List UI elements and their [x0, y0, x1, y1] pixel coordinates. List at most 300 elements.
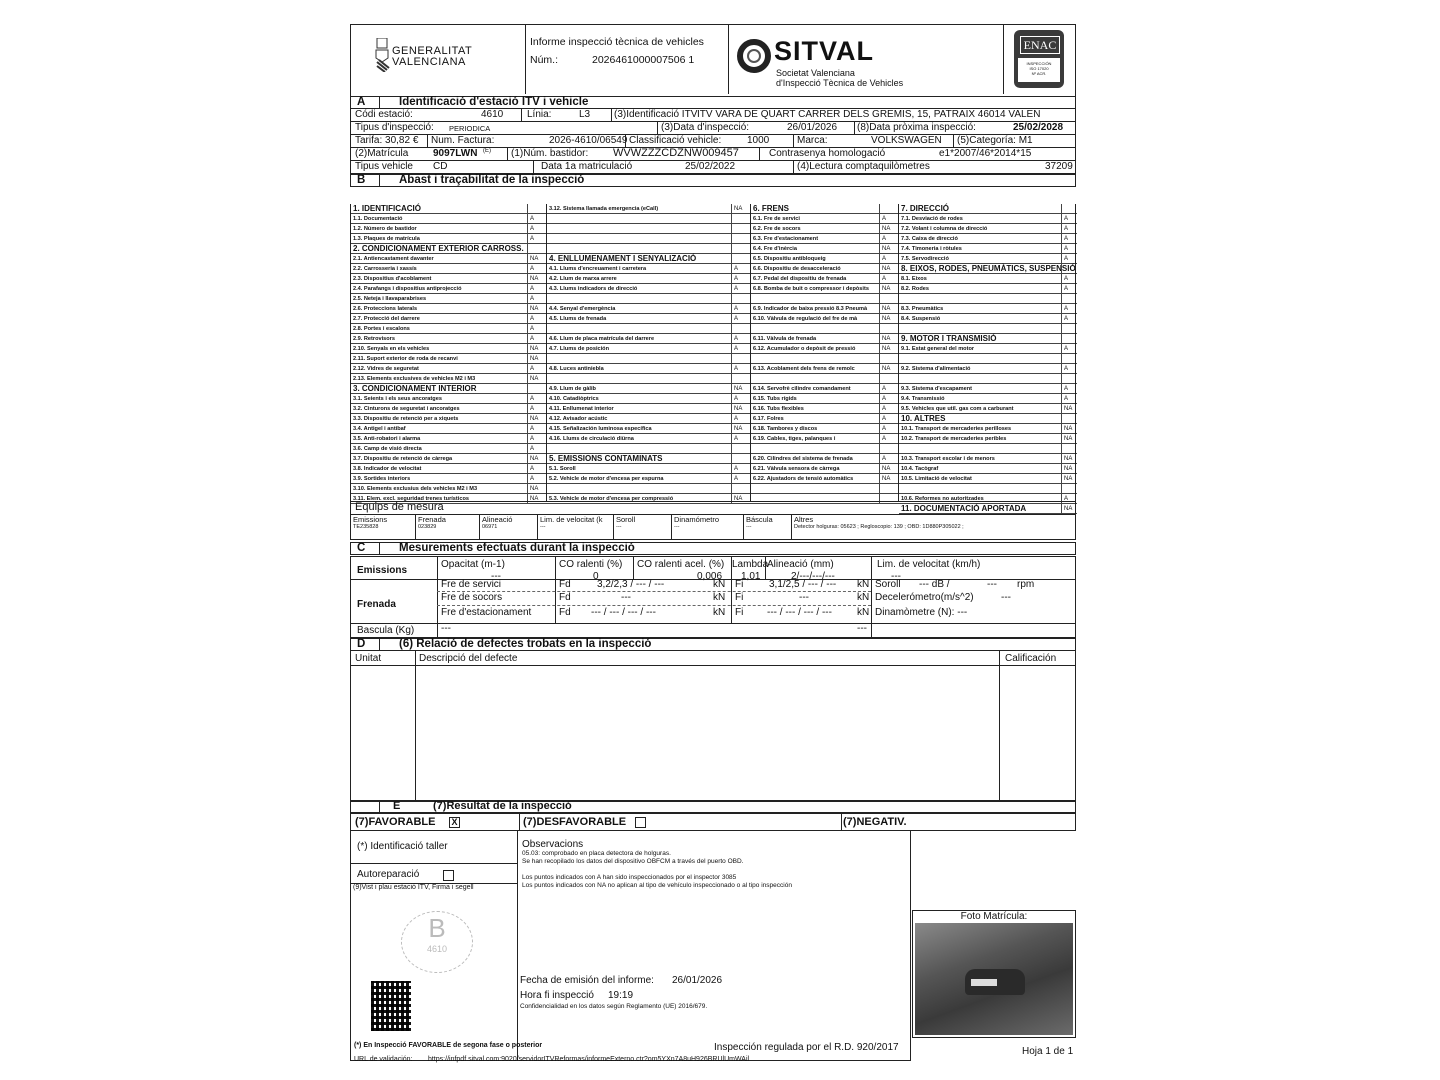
scope-item: 7.5. Servodirecció A	[899, 254, 1077, 264]
scope-item-status: A	[527, 444, 534, 454]
scope-item: 6.18. Tambores y discos A	[751, 424, 899, 434]
scope-item-status: A	[527, 214, 534, 224]
regulation-text: Inspección regulada por el R.D. 920/2017	[714, 1042, 899, 1053]
scope-item-status: NA	[1061, 434, 1072, 444]
scope-item: 6.1. Fre de servici A	[751, 214, 899, 224]
scope-item-status	[1061, 414, 1064, 424]
scope-item: 4.7. Llums de posición A	[547, 344, 751, 354]
scope-item	[751, 444, 899, 454]
scope-item: 2.12. Vidres de seguretat A	[351, 364, 547, 374]
scope-item-status	[731, 484, 734, 494]
scope-item: 3.2. Cinturons de seguretat i ancoratges A	[351, 404, 547, 414]
scope-item: 2.1. Antiencastament davanter NA	[351, 254, 547, 264]
scope-item: 6.16. Tubs flexibles A	[751, 404, 899, 414]
scope-item: 4. ENLLUMENAMENT I SENYALIZACIÓ	[547, 254, 751, 264]
scope-item-status: NA	[1061, 404, 1072, 414]
scope-item-status: A	[527, 434, 534, 444]
scope-item: 5.1. Soroll A	[547, 464, 751, 474]
scope-item-status	[879, 484, 882, 494]
scope-item	[547, 324, 751, 334]
scope-item-status	[731, 294, 734, 304]
scope-item: 7. DIRECCIÓ	[899, 204, 1077, 214]
scope-item: 7.2. Volant i columna de direcció A	[899, 224, 1077, 234]
scope-item-status	[731, 354, 734, 364]
vehicle-classification: 1000	[747, 135, 770, 146]
generalitat-shield-icon	[374, 38, 390, 72]
sitval-logo-icon	[736, 38, 772, 74]
itv-station-id: ITV VARA DE QUART CARRER DELS GREMIS, 15, PATRAIX 46014 VALEN	[697, 109, 1041, 120]
section-c-header: C Mesurements efectuats durant la inspecció	[350, 542, 1076, 555]
scope-item-status	[879, 294, 882, 304]
scope-item: 2.8. Portes i escalons A	[351, 324, 547, 334]
section-d-header: D (6) Relació de defectes trobats en la inspecció	[350, 638, 1076, 651]
favorable-label: (7)FAVORABLE	[355, 816, 436, 828]
scope-item-status	[527, 244, 530, 254]
scope-item-status: A	[527, 294, 534, 304]
scope-item-status: A	[527, 234, 534, 244]
favorable-checkbox[interactable]: X	[449, 817, 460, 828]
scope-item-status: NA	[731, 204, 742, 214]
scope-item	[547, 484, 751, 494]
scope-item: 7.1. Desviació de rodes A	[899, 214, 1077, 224]
scope-item: 7.4. Timoneria i ròtules A	[899, 244, 1077, 254]
scope-item-status: A	[527, 464, 534, 474]
scope-item-status: A	[527, 324, 534, 334]
scope-item-status	[879, 204, 882, 214]
scope-item-status: NA	[1061, 504, 1072, 514]
unfavorable-checkbox[interactable]	[635, 817, 646, 828]
scope-item-status: NA	[1061, 474, 1072, 484]
scope-item: 2.5. Neteja i llavaparabrises A	[351, 294, 547, 304]
scope-item: 11. DOCUMENTACIÓ APORTADA NA	[899, 504, 1077, 514]
scope-item: 5. EMISSIONS CONTAMINATS	[547, 454, 751, 464]
scope-item-status: NA	[527, 254, 538, 264]
scope-item: 1.3. Plaques de matrícula A	[351, 234, 547, 244]
scope-item-status	[731, 454, 734, 464]
scope-item: 9.3. Sistema d'escapament A	[899, 384, 1077, 394]
scope-item: 6.12. Acumulador o depòsit de pressió NA	[751, 344, 899, 354]
parking-brake-fi: --- / --- / --- / ---	[767, 607, 832, 618]
scope-item-status: NA	[879, 364, 890, 374]
scope-item: 2. CONDICIONAMENT EXTERIOR CARROSS.	[351, 244, 547, 254]
scope-item	[547, 354, 751, 364]
scope-item: 6.5. Dispositiu antibloqueig A	[751, 254, 899, 264]
scope-item-status: A	[731, 474, 738, 484]
scope-item: 3.6. Camp de visió directa A	[351, 444, 547, 454]
scope-item-status	[1061, 374, 1064, 384]
scope-item-status: A	[527, 404, 534, 414]
section-a-title: Identificació d'estació ITV i vehicle	[399, 96, 589, 108]
scope-item-status: A	[879, 404, 886, 414]
row-vehicle-type: Tipus vehicle CD Data 1a matriculació 25/02/2022 (4)Lectura comptaquilòmetres 37209	[350, 161, 1076, 174]
generalitat-logo: GENERALITAT VALENCIANA	[392, 45, 473, 68]
report-title-cell	[525, 24, 729, 94]
next-inspection-date: 25/02/2028	[1013, 122, 1064, 133]
scope-item: 10.3. Transport escolar i de menors NA	[899, 454, 1077, 464]
scope-item-status: NA	[527, 484, 538, 494]
scope-item-status	[1061, 264, 1064, 274]
invoice-number: 2026-4610/06549	[549, 135, 628, 146]
scope-item	[899, 444, 1077, 454]
noise-rpm: ---	[987, 579, 997, 590]
station-code: 4610	[481, 109, 504, 120]
scope-item-status: A	[1061, 234, 1068, 244]
service-brake-fi: 3,1/2,5 / --- / ---	[769, 579, 837, 590]
self-repair-checkbox[interactable]	[443, 870, 454, 881]
scope-item-status: NA	[879, 244, 890, 254]
scope-item: 3.4. Antigel i antibaf A	[351, 424, 547, 434]
equipment-item: Altres Detector holguras: 05623 ; Regloscopio: 139 ; OBD: 1D880P305022 ;	[791, 515, 964, 539]
scope-item-status: A	[731, 394, 738, 404]
scope-item-status: A	[731, 274, 738, 284]
result-row	[350, 813, 1076, 831]
scope-column	[350, 204, 547, 501]
scope-item: 4.4. Senyal d'emergència A	[547, 304, 751, 314]
scope-item-status	[527, 204, 530, 214]
row-station: Códi estació: 4610 Línia: L3 (3)Identificació ITV ITV VARA DE QUART CARRER DELS GREMIS, 15, PATRAIX 46014 VALEN	[350, 109, 1076, 122]
scope-item: 10.1. Transport de mercaderies perilloses NA	[899, 424, 1077, 434]
scope-item: 10.5. Limitació de velocitat NA	[899, 474, 1077, 484]
scope-item: 3.12. Sistema llamada emergencia (eCall) NA	[547, 204, 751, 214]
equipment-item: Lim. de velocitat (k ---	[537, 515, 603, 539]
scope-item-status	[1061, 354, 1064, 364]
scope-item-status	[879, 444, 882, 454]
observations-title: Observacions	[522, 839, 584, 850]
scope-item-status	[731, 224, 734, 234]
scope-item: 6.10. Vàlvula de regulació del fre de mà NA	[751, 314, 899, 324]
scope-item	[899, 294, 1077, 304]
scope-item: 3.8. Indicador de velocitat A	[351, 464, 547, 474]
scope-item-status: A	[527, 264, 534, 274]
equipment-item: Dinamómetro ---	[671, 515, 719, 539]
scope-item: 2.2. Carrosseria i xassís A	[351, 264, 547, 274]
scope-item	[899, 484, 1077, 494]
scope-item-status: A	[879, 384, 886, 394]
scope-item: 6.17. Folres A	[751, 414, 899, 424]
plate-photo-panel	[912, 910, 1076, 1038]
scope-item: 4.15. Señalización luminosa específica NA	[547, 424, 751, 434]
scope-item	[751, 324, 899, 334]
scope-item-status: A	[731, 304, 738, 314]
equipment-header: Equips de mesura	[350, 501, 1076, 514]
scope-item	[547, 214, 751, 224]
scope-item-status: NA	[1061, 454, 1072, 464]
scope-item-status: A	[731, 344, 738, 354]
scope-item-status: A	[879, 274, 886, 284]
scope-item	[547, 234, 751, 244]
observations-text: 05.03: comprobado en placa detectora de holguras. Se han recopilado los datos del dispositivo OBFCM a través del puerto OBD. Los puntos indicados con A han sido inspeccionados por el inspector 3085 Los puntos indicados con NA no aplican al tipo de vehículo inspeccionado o al tipo inspección	[522, 850, 792, 889]
report-number-label: Núm.:	[530, 54, 559, 66]
scope-item-status: A	[1061, 364, 1068, 374]
scope-item-status: A	[1061, 384, 1068, 394]
scope-item: 4.9. Llum de gàlib NA	[547, 384, 751, 394]
scope-item: 4.1. Llums d'encreuament i carretera A	[547, 264, 751, 274]
scope-item: 5.3. Vehicle de motor d'encesa per compressió NA	[547, 494, 751, 504]
scope-item: 9.2. Sistema d'alimentació A	[899, 364, 1077, 374]
scope-item-status: A	[1061, 394, 1068, 404]
scope-item: 6.2. Fre de socors NA	[751, 224, 899, 234]
scope-item: 10.6. Reformes no autoritzades A	[899, 494, 1077, 504]
scope-item-status: A	[731, 284, 738, 294]
scope-item: 3. CONDICIONAMENT INTERIOR	[351, 384, 547, 394]
scope-item-status	[731, 234, 734, 244]
scope-item-status	[1061, 324, 1064, 334]
scope-item-status	[731, 324, 734, 334]
scope-item-status: A	[1061, 284, 1068, 294]
unfavorable-label: (7)DESFAVORABLE	[523, 816, 627, 828]
scope-item-status: A	[1061, 244, 1068, 254]
scope-item-status: NA	[731, 494, 742, 504]
inspection-date: 26/01/2026	[787, 122, 838, 133]
scope-item: 2.9. Retrovisors A	[351, 334, 547, 344]
photo-label: Foto Matrícula:	[960, 911, 1028, 922]
scope-item	[751, 294, 899, 304]
section-a-header: A Identificació d'estació ITV i vehicle	[350, 96, 1076, 109]
scope-item-status: A	[1061, 344, 1068, 354]
noise-db: --- dB /	[919, 579, 950, 590]
scope-item-status: A	[731, 464, 738, 474]
scope-item: 2.13. Elements exclusives de vehicles M2 i M3 NA	[351, 374, 547, 384]
scope-column	[898, 204, 1077, 513]
scope-item-status	[879, 374, 882, 384]
section-b-title: Abast i traçabilitat de la inspecció	[399, 174, 585, 186]
scope-item-status: A	[527, 314, 534, 324]
scope-item: 6.6. Dispositiu de desacceleració NA	[751, 264, 899, 274]
scope-item-status: NA	[731, 404, 742, 414]
issue-date: 26/01/2026	[672, 975, 723, 986]
equipment-item: Soroll ---	[613, 515, 635, 539]
scope-item-status: A	[731, 314, 738, 324]
end-time: 19:19	[608, 990, 634, 1001]
emergency-brake-fd: ---	[621, 592, 631, 603]
scope-item-status: NA	[879, 264, 890, 274]
scope-item-status: A	[731, 434, 738, 444]
scope-item-status: A	[527, 474, 534, 484]
sitval-subtitle: Societat Valenciana d'Inspecció Tècnica de Vehicles	[776, 68, 904, 88]
scope-item: 7.3. Caixa de direcció A	[899, 234, 1077, 244]
scope-item: 3.5. Anti-robatori i alarma A	[351, 434, 547, 444]
scope-item: 6.14. Servofrè cilindre comandament A	[751, 384, 899, 394]
row-plate: (2)Matrícula 9097LWN (E) (1)Núm. bastidor: WVWZZZCDZNW009457 Contrasenya homologació e1*2007/46*2014*15	[350, 148, 1076, 161]
scope-column	[750, 204, 899, 501]
service-brake-fd: 3,2/2,3 / --- / ---	[597, 579, 665, 590]
inspection-report: GENERALITAT VALENCIANA Informe inspecció tècnica de vehicles Núm.: 2026461000007506 1 SITVAL Societat Valenciana d'Inspecció Tècnica de Vehicles ENAC INSPECCIÓN ISO 17020 Nº ACR. A Identificació d'estació ITV i vehicle Códi estació: 4610 Línia: L3 (3)Identificació ITV ITV VARA DE QUART CARRER DELS GREMIS, 15, PATRAIX 46014 VALEN Tipus d'inspecció: PERIODICA (3)Data d'inspecció: 26/01/2026 (8)Data pròxima inspecció: 25/02/2028 Tarifa: 30,82 € Num. Factura: 2026-4610/06549 Classificació vehicle: 1000 Marca: VOLKSWAGEN (5)Categoría: M1 (2)Matrícula 9097LWN (E) (1)Núm. bastidor: WVWZZZCDZNW009457 Contrasenya homologació e1*2007/46*2014*15 Tipus vehicle CD Data 1a matriculació 25/02/2022 (4)Lectura comptaquilòmetres 37209 B Abast i traçabilitat de la inspecció 1. IDENTIFICACIÓ 1.1. Documentació A 1.2. Número de bastidor A 1.3. Plaques de matrícula A 2. CONDICIONAMENT EXTERIOR CARROSS. 2.1. Antiencastament davanter NA 2.2. Carrosseria i xassís A 2.3. Dispositius d'acoblament NA 2.4. Parafangs i dispositius antiprojecció A 2.5. Neteja i llavaparabrises A 2.6. Proteccions laterals NA 2.7. Protecció del darrere A 2.8. Portes i escalons A 2.9. Retrovisors A 2.10. Senyals en els vehicles NA 2.11. Suport exterior de roda de recanvi NA 2.12. Vidres de seguretat A 2.13. Elements exclusives de vehicles M2 i M3 NA 3. CONDICIONAMENT INTERIOR 3.1. Seients i els seus ancoratges A 3.2. Cinturons de seguretat i ancoratges A 3.3. Dispositiu de retenció per a xiquets NA 3.4. Antigel i antibaf A 3.5. Anti-robatori i alarma A 3.6. Camp de visió directa A 3.7. Dispositiu de retenció de càrrega NA 3.8. Indicador de velocitat A 3.9. Sortides interiors A 3.10. Elements exclusius dels vehicles M2 i M3 NA 3.11. Elem. excl. seguridad trenes turísticos NA 3.12. Sistema llamada emergencia (eCall) NA 4. ENLLUMENAMENT I SENYALIZACIÓ 4.1. Llums d'encreuament i carretera A 4.2. Llum de marxa arrere A 4.3. Llums indicadors de direcció A 4.4. Senyal d'emergència A 4.5. Llums de frenada A 4.6. Llum de placa matrícula del darrere A 4.7. Llums de posición A 4.8. Luces antiniebla A 4.9. Llum de gàlib NA 4.10. Catadiòptrics A 4.11. Enllumenat interior NA 4.12. Avisador acústic A 4.15. Señalización luminosa específica NA 4.16. Llums de circulació diürna A 5. EMISSIONS CONTAMINATS 5.1. Soroll A 5.2. Vehicle de motor d'encesa per espurna A 5.3. Vehicle de motor d'encesa per compressió NA 6. FRENS 6.1. Fre de servici A 6.2. Fre de socors NA 6.3. Fre d'estacionament A 6.4. Fre d'inèrcia NA 6.5. Dispositiu antibloqueig A 6.6. Dispositiu de desacceleració NA 6.7. Pedal del dispositiu de frenada A 6.8. Bomba de buit o compressor i depòsits NA 6.9. Indicador de baixa pressió 8.3 Pneumà NA 6.10. Vàlvula de regulació del fre de mà NA 6.11. Vàlvula de frenada NA 6.12. Acumulador o depòsit de pressió NA 6.13. Acoblament dels frens de remolc NA 6.14. Servofrè cilindre comandament A 6.15. Tubs rígids A 6.16. Tubs flexibles A 6.17. Folres A 6.18. Tambores y discos A 6.19. Cables, tiges, palanques i A 6.20. Cilindres del sistema de frenada A 6.21. Vàlvula sensora de càrrega NA 6.22. Ajustadors de tensió automàtics NA 7. DIRECCIÓ 7.1. Desviació de rodes A 7.2. Volant i columna de direcció A 7.3. Caixa de direcció A 7.4. Timoneria i ròtules A 7.5. Servodirecció A 8. EIXOS, RODES, PNEUMÀTICS, SUSPENSIÓ 8.1. Eixos A 8.2. Rodes A 8.3. Pneumàtics A 8.4. Suspensió A 9. MOTOR I TRANSMISIÓ 9.1. Estat general del motor A 9.2. Sistema d'alimentació A 9.3. Sistema d'escapament A 9.4. Transmissió A 9.5. Vehicles que util. gas com a carburant NA 10. ALTRES 10.1. Transport de mercaderies perilloses NA 10.2. Transport de mercaderies peribles NA 10.3. Transport escolar i de menors NA 10.4. Tacògraf NA 10.5. Limitació de velocitat NA 10.6. Reformes no autoritzades A 11. DOCUMENTACIÓ APORTADA NA Equips de mesura Emissions TE235828 Frenada 023829 Alineació 06971 Lim. de velocitat (k --- Soroll --- Dinamómetro --- Báscula --- Altres Detector holguras: 05623 ; Regloscopio: 139 ; OBD: 1D880P305022 ; C Mesurements efectuats durant la inspecció Emissions Opacitat (m-1) --- CO ralenti (%) 0 CO ralenti acel. (%) 0,006 Lambda 1,01 Alineació (mm) 2/---/---/--- Lim. de velocitat (km/h) --- Frenada Fre de servici Fre de socors Fre d'estacionament Fd Fd Fd 3,2/2,3 / --- / --- --- --- / --- / --- / --- kN kN kN Fi Fi Fi 3,1/2,5 / --- / --- --- --- / --- / --- / --- kN kN kN Soroll --- dB / --- rpm Decelerómetro(m/s^2) --- Dinamòmetre (N): --- Bascula (Kg) --- --- D (6) Relació de defectes trobats en la inspecció Unitat Descripció del defecte Calificación E (7)Resultat de la inspecció (7)FAVORABLE X (7)DESFAVORABLE (7)NEGATIV. (*) Identificació taller Autoreparació (9)Vist i plau estació ITV, Firma i segell B 4610 Observacions 05.03: comprobado en placa detectora de holguras. Se han recopilado los datos del dispositivo OBFCM a través del puerto OBD. Los puntos indicados con A han sido inspeccionados por el inspector 3085 Los puntos indicados con NA no aplican al tipo de vehículo inspeccionado o al tipo inspección Fecha de emisión del informe: 26/01/2026 Hora fi inspecció 19:19 Confidencialidad en los datos según Reglamento (UE) 2016/679. Foto Matrícula: (*) En Inspecció FAVORABLE de segona fase o posterior Inspección regulada por el R.D. 920/2017 Hoja 1 de 1 URL de validación: https://infpdf.sitval.com:9020/servidorITVReformas/informeExterno.ctr?om5YXn7A8uH926BRUlUmWAil	[350, 24, 1076, 1064]
odometer-reading: 37209	[1045, 161, 1073, 172]
scope-item: 3.11. Elem. excl. seguridad trenes turísticos NA	[351, 494, 547, 504]
scope-item-status: A	[1061, 314, 1068, 324]
braking-label: Frenada	[357, 599, 396, 610]
scope-item: 2.4. Parafangs i dispositius antiprojecció A	[351, 284, 547, 294]
scope-item-status: A	[879, 454, 886, 464]
plate-photo	[915, 923, 1073, 1035]
scope-item-status	[879, 324, 882, 334]
section-e-header: E (7)Resultat de la inspecció	[350, 801, 1076, 813]
scope-item-status: NA	[527, 414, 538, 424]
scope-item-status	[1061, 334, 1064, 344]
report-number: 2026461000007506 1	[592, 54, 695, 66]
inspection-scope-grid	[350, 204, 1076, 512]
scope-item-status: A	[731, 264, 738, 274]
homologation-code: e1*2007/46*2014*15	[939, 148, 1032, 159]
scope-item-status	[1061, 204, 1064, 214]
scope-item-status: A	[1061, 274, 1068, 284]
vin-number: WVWZZZCDZNW009457	[613, 147, 739, 159]
scope-item: 8.1. Eixos A	[899, 274, 1077, 284]
section-d-title: (6) Relació de defectes trobats en la inspecció	[399, 638, 652, 650]
co-accel-value: 0,006	[697, 571, 723, 582]
station-stamp: B 4610	[401, 911, 473, 973]
scope-item: 1. IDENTIFICACIÓ	[351, 204, 547, 214]
scope-item-status: NA	[879, 344, 890, 354]
alignment-value: 2/---/---/---	[791, 571, 835, 582]
opacity-value: ---	[491, 571, 501, 582]
line-code: L3	[579, 109, 591, 120]
scope-item: 3.3. Dispositiu de retenció per a xiquets NA	[351, 414, 547, 424]
scope-item-status	[1061, 444, 1064, 454]
scope-item-status: A	[527, 364, 534, 374]
scope-item	[899, 354, 1077, 364]
scope-item-status: A	[527, 334, 534, 344]
scope-item-status: NA	[879, 314, 890, 324]
scope-item: 4.8. Luces antiniebla A	[547, 364, 751, 374]
scope-item-status: NA	[879, 284, 890, 294]
scope-item-status: A	[1061, 304, 1068, 314]
scope-item-status: A	[731, 364, 738, 374]
scope-item-status: NA	[1061, 464, 1072, 474]
scope-item: 3.1. Seients i els seus ancoratges A	[351, 394, 547, 404]
scope-item	[547, 224, 751, 234]
scope-item-status: A	[527, 224, 534, 234]
scope-item: 6.13. Acoblament dels frens de remolc NA	[751, 364, 899, 374]
scope-item: 4.2. Llum de marxa arrere A	[547, 274, 751, 284]
equipment-item: Frenada 023829	[415, 515, 446, 539]
equipment-item: Alineació 06971	[479, 515, 512, 539]
scope-item-status: NA	[879, 474, 890, 484]
scope-item-status	[731, 444, 734, 454]
row-fee: Tarifa: 30,82 € Num. Factura: 2026-4610/06549 Classificació vehicle: 1000 Marca: VOLKSWAGEN (5)Categoría: M1	[350, 135, 1076, 148]
scope-item	[751, 484, 899, 494]
fee: Tarifa: 30,82 €	[355, 135, 419, 146]
license-plate: 9097LWN	[433, 148, 478, 159]
scope-item-status	[731, 254, 734, 264]
emergency-brake-fi: ---	[799, 592, 809, 603]
scope-item	[547, 244, 751, 254]
scope-item: 4.10. Catadiòptrics A	[547, 394, 751, 404]
inspection-type: PERIODICA	[449, 124, 491, 133]
scope-item: 2.11. Suport exterior de roda de recanvi NA	[351, 354, 547, 364]
scope-item: 8. EIXOS, RODES, PNEUMÀTICS, SUSPENSIÓ	[901, 264, 1076, 273]
section-c-title: Mesurements efectuats durant la inspecció	[399, 542, 635, 554]
scope-item: 6.15. Tubs rígids A	[751, 394, 899, 404]
scope-item-status	[1061, 484, 1064, 494]
sitval-logo-text: SITVAL	[774, 36, 874, 66]
scope-item	[547, 444, 751, 454]
scope-item-status: NA	[527, 374, 538, 384]
scope-item-status: A	[731, 414, 738, 424]
scope-item-status: A	[731, 334, 738, 344]
scale-value: ---	[441, 623, 451, 634]
first-registration-date: 25/02/2022	[685, 161, 736, 172]
equipment-item: Emissions TE235828	[353, 515, 388, 530]
scope-item: 9.4. Transmissió A	[899, 394, 1077, 404]
decelerometer-value: ---	[1001, 592, 1011, 603]
scope-item: 2.6. Proteccions laterals NA	[351, 304, 547, 314]
scope-item	[899, 374, 1077, 384]
scope-item: 4.6. Llum de placa matrícula del darrere A	[547, 334, 751, 344]
parking-brake-fd: --- / --- / --- / ---	[591, 607, 656, 618]
scope-item-status: A	[879, 434, 886, 444]
observations-panel: Observacions 05.03: comprobado en placa detectora de holguras. Se han recopilado los datos del dispositivo OBFCM a través del puerto OBD. Los puntos indicados con A han sido inspeccionados por el inspector 3085 Los puntos indicados con NA no aplican al tipo de vehículo inspeccionado o al tipo inspección Fecha de emisión del informe: 26/01/2026 Hora fi inspecció 19:19 Confidencialidad en los datos según Reglamento (UE) 2016/679.	[518, 831, 911, 1061]
report-title: Informe inspecció tècnica de vehicles	[530, 36, 704, 48]
validation-url[interactable]: https://infpdf.sitval.com:9020/servidorITVReformas/informeExterno.ctr?om5YXn7A8uH926BRUlUmWAil	[428, 1056, 750, 1063]
scope-item: 5.2. Vehicle de motor d'encesa per espurna A	[547, 474, 751, 484]
scope-item: 6.22. Ajustadors de tensió automàtics NA	[751, 474, 899, 484]
privacy-notice: Confidencialidad en los datos según Reglamento (UE) 2016/679.	[520, 1003, 708, 1010]
scope-item-status: A	[879, 234, 886, 244]
scope-item-status: A	[1061, 254, 1068, 264]
vehicle-type: CD	[433, 161, 448, 172]
scope-item: 10. ALTRES	[899, 414, 1077, 424]
scope-item: 3.9. Sortides interiors A	[351, 474, 547, 484]
scope-item-status: NA	[527, 344, 538, 354]
scope-item: 1.1. Documentació A	[351, 214, 547, 224]
scope-item-status: A	[527, 394, 534, 404]
scope-item-status	[731, 374, 734, 384]
vehicle-brand: VOLKSWAGEN	[871, 135, 942, 146]
enac-cell	[1003, 24, 1076, 94]
workshop-panel: (*) Identificació taller Autoreparació (9)Vist i plau estació ITV, Firma i segell B 4610	[350, 831, 518, 1061]
scope-item-status: NA	[527, 304, 538, 314]
scope-item: 6.19. Cables, tiges, palanques i A	[751, 434, 899, 444]
scope-item: 8.4. Suspensió A	[899, 314, 1077, 324]
scope-item: 3.7. Dispositiu de retenció de càrrega NA	[351, 454, 547, 464]
emissions-label: Emissions	[357, 565, 408, 576]
scope-item-status: NA	[731, 424, 742, 434]
page-number: Hoja 1 de 1	[1022, 1046, 1074, 1057]
scope-item: 9. MOTOR I TRANSMISIÓ	[899, 334, 1077, 344]
scope-item-status	[731, 214, 734, 224]
co-idle-value: 0	[593, 571, 599, 582]
scope-item: 6.21. Vàlvula sensora de càrrega NA	[751, 464, 899, 474]
scope-item: 1.2. Número de bastidor A	[351, 224, 547, 234]
scope-item: 6.9. Indicador de baixa pressió 8.3 Pneumà NA	[751, 304, 899, 314]
enac-badge: ENAC INSPECCIÓN ISO 17020 Nº ACR.	[1014, 30, 1064, 88]
scope-item	[899, 324, 1077, 334]
section-e-title: (7)Resultat de la inspecció	[433, 800, 572, 812]
scope-item-status: A	[879, 414, 886, 424]
scope-item: 6.11. Vàlvula de frenada NA	[751, 334, 899, 344]
footer-note: (*) En Inspecció FAVORABLE de segona fase o posterior	[354, 1042, 543, 1049]
equipment-item: Báscula ---	[743, 515, 773, 539]
row-inspection-type: Tipus d'inspecció: PERIODICA (3)Data d'inspecció: 26/01/2026 (8)Data pròxima inspecció: 25/02/2028	[350, 122, 1076, 135]
scope-item: 6.8. Bomba de buit o compressor i depòsits NA	[751, 284, 899, 294]
scope-item: 6.7. Pedal del dispositiu de frenada A	[751, 274, 899, 284]
scope-item: 6. FRENS	[751, 204, 899, 214]
section-b-header: B Abast i traçabilitat de la inspecció	[350, 174, 1076, 187]
scope-item: 4.5. Llums de frenada A	[547, 314, 751, 324]
scope-item: 4.12. Avisador acústic A	[547, 414, 751, 424]
scope-item-status: NA	[527, 274, 538, 284]
negative-label: (7)NEGATIV.	[843, 816, 907, 828]
scope-item-status: NA	[1061, 424, 1072, 434]
scope-item-status: NA	[879, 464, 890, 474]
scale-label: Bascula (Kg)	[357, 625, 415, 636]
scope-item-status: NA	[527, 494, 538, 504]
scope-item: 9.5. Vehicles que util. gas com a carburant NA	[899, 404, 1077, 414]
scope-item-status: NA	[879, 224, 890, 234]
scope-item-status: A	[879, 214, 886, 224]
scope-item: 4.16. Llums de circulació diürna A	[547, 434, 751, 444]
